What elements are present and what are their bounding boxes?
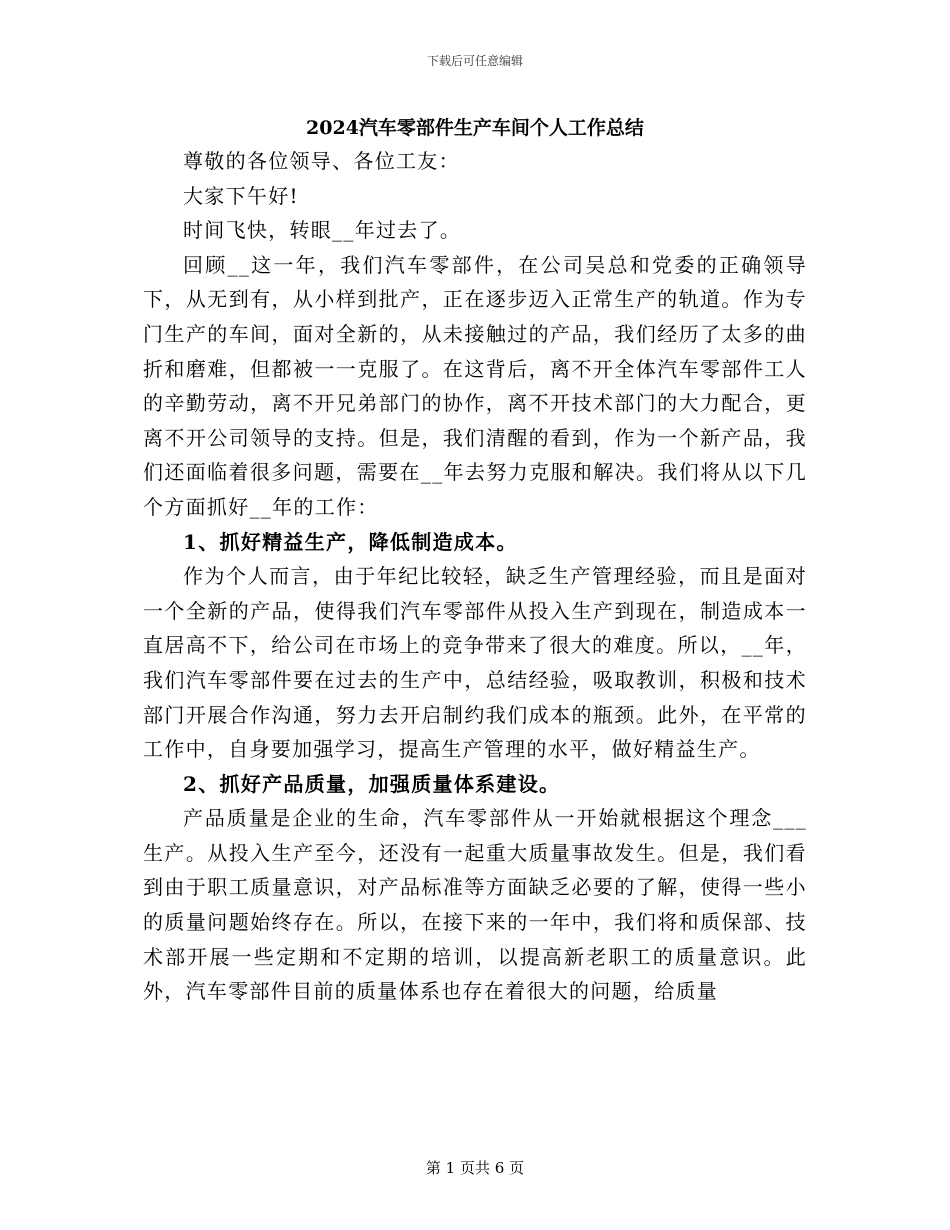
page-header-note: 下载后可任意编辑 — [426, 54, 523, 68]
page-footer: 第 1 页共 6 页 — [425, 1159, 525, 1177]
salutation-paragraph: 大家下午好! — [183, 183, 299, 208]
intro-paragraph: 时间飞快，转眼__年过去了。 — [183, 218, 462, 243]
greeting-paragraph: 尊敬的各位领导、各位工友： — [183, 149, 460, 173]
section-heading-2: 2、抓好产品质量，加强质量体系建设。 — [183, 771, 561, 796]
section-heading-1: 1、抓好精益生产，降低制造成本。 — [183, 529, 518, 554]
review-paragraph: 回顾__这一年，我们汽车零部件，在公司吴总和党委的正确领导下，从无到有，从小样到批产，正在逐步迈入正常生产的轨道。作为专门生产的车间，面对全新的，从未接触过的产品，我们经历了太多的曲折和磨难，但都被一一克服了。在这背后，离不开全体汽车零部件工人的辛勤劳动，离不开兄弟部门的协作，离不开技术部门的大力配合，更离不开公司领导的支持。但是，我们清醒的看到，作为一个新产品，我们还面临着很多问题，需要在__年去努力克服和解决。我们将从以下几个方面抓好__年的工作： — [143, 252, 807, 519]
section-1-paragraph: 作为个人而言，由于年纪比较轻，缺乏生产管理经验，而且是面对一个全新的产品，使得我们汽车零部件从投入生产到现在，制造成本一直居高不下，给公司在市场上的竞争带来了很大的难度。所以，__年，我们汽车零部件要在过去的生产中，总结经验，吸取教训，积极和技术部门开展合作沟通，努力去开启制约我们成本的瓶颈。此外，在平常的工作中，自身要加强学习，提高生产管理的水平，做好精益生产。 — [143, 564, 807, 762]
document-body — [143, 112, 807, 1009]
section-2-paragraph: 产品质量是企业的生命，汽车零部件从一开始就根据这个理念___生产。从投入生产至今，还没有一起重大质量事故发生。但是，我们看到由于职工质量意识，对产品标准等方面缺乏必要的了解，使得一些小的质量问题始终存在。所以，在接下来的一年中，我们将和质保部、技术部开展一些定期和不定期的培训，以提高新老职工的质量意识。此外，汽车零部件目前的质量体系也存在着很大的问题，给质量 — [143, 806, 807, 1004]
document-title: 2024汽车零部件生产车间个人工作总结 — [306, 117, 644, 139]
